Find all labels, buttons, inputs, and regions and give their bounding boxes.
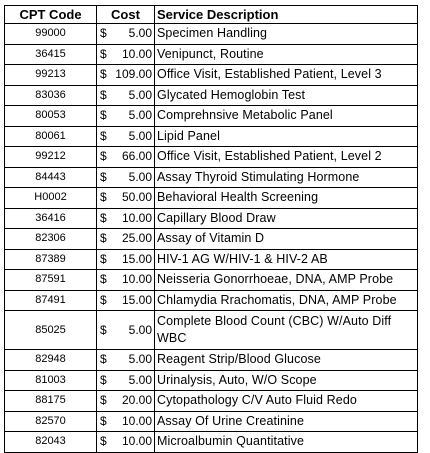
cpt-code-cell: 82948 xyxy=(5,350,97,371)
cost-amount: 5.00 xyxy=(128,128,152,143)
currency-symbol: $ xyxy=(100,272,107,287)
currency-symbol: $ xyxy=(100,108,107,123)
currency-symbol: $ xyxy=(100,128,107,143)
cpt-code-cell: 36415 xyxy=(5,44,97,65)
cost-cell xyxy=(97,350,155,371)
cpt-code-cell: 82306 xyxy=(5,229,97,250)
cpt-code-cell: 80053 xyxy=(5,106,97,127)
cpt-code-cell: 82043 xyxy=(5,432,97,453)
cpt-code-cell: 99213 xyxy=(5,65,97,86)
cpt-cost-table xyxy=(4,5,418,453)
service-description-cell: Assay of Vitamin D xyxy=(155,229,418,250)
cpt-code-cell: 84443 xyxy=(5,167,97,188)
table-row xyxy=(5,106,418,127)
currency-symbol: $ xyxy=(100,352,107,367)
table-row xyxy=(5,350,418,371)
service-description-cell: Neisseria Gonorrhoeae, DNA, AMP Probe xyxy=(155,270,418,291)
table-row xyxy=(5,85,418,106)
cost-cell xyxy=(97,65,155,86)
cost-cell xyxy=(97,249,155,270)
service-description-cell: Glycated Hemoglobin Test xyxy=(155,85,418,106)
table-row xyxy=(5,208,418,229)
table-row xyxy=(5,391,418,412)
cost-cell xyxy=(97,147,155,168)
table-row xyxy=(5,126,418,147)
cost-amount: 109.00 xyxy=(115,67,152,82)
cost-amount: 10.00 xyxy=(121,434,152,449)
service-description-cell: Venipunct, Routine xyxy=(155,44,418,65)
cost-cell xyxy=(97,290,155,311)
currency-symbol: $ xyxy=(100,149,107,164)
table-row xyxy=(5,188,418,209)
service-description-cell: Assay Thyroid Stimulating Hormone xyxy=(155,167,418,188)
cost-amount: 5.00 xyxy=(128,372,152,387)
currency-symbol: $ xyxy=(100,231,107,246)
cost-cell xyxy=(97,370,155,391)
table-row xyxy=(5,432,418,453)
cpt-code-cell: 80061 xyxy=(5,126,97,147)
cost-amount: 15.00 xyxy=(121,251,152,266)
currency-symbol: $ xyxy=(100,413,107,428)
cpt-code-cell: 87591 xyxy=(5,270,97,291)
currency-symbol: $ xyxy=(100,251,107,266)
service-description-cell: Comprehnsive Metabolic Panel xyxy=(155,106,418,127)
cpt-code-cell: 36416 xyxy=(5,208,97,229)
cpt-code-cell: 99212 xyxy=(5,147,97,168)
table-row xyxy=(5,290,418,311)
service-description-cell: Complete Blood Count (CBC) W/Auto Diff WBC xyxy=(155,311,418,350)
service-description-cell: Assay Of Urine Creatinine xyxy=(155,411,418,432)
table-row xyxy=(5,229,418,250)
cost-amount: 10.00 xyxy=(121,46,152,61)
cost-amount: 10.00 xyxy=(121,210,152,225)
cost-cell xyxy=(97,411,155,432)
service-description-cell: Behavioral Health Screening xyxy=(155,188,418,209)
cpt-code-cell: 81003 xyxy=(5,370,97,391)
header-cost: Cost xyxy=(97,6,155,24)
table-row xyxy=(5,65,418,86)
table-row xyxy=(5,270,418,291)
service-description-cell: Cytopathology C/V Auto Fluid Redo xyxy=(155,391,418,412)
cost-amount: 5.00 xyxy=(128,87,152,102)
cost-amount: 10.00 xyxy=(121,272,152,287)
service-description-cell: Microalbumin Quantitative xyxy=(155,432,418,453)
currency-symbol: $ xyxy=(100,169,107,184)
cost-amount: 15.00 xyxy=(121,292,152,307)
cpt-code-cell: 85025 xyxy=(5,311,97,350)
service-description-cell: Reagent Strip/Blood Glucose xyxy=(155,350,418,371)
cpt-code-cell: 99000 xyxy=(5,24,97,45)
cpt-code-cell: 87491 xyxy=(5,290,97,311)
header-cpt-code: CPT Code xyxy=(5,6,97,24)
cost-cell xyxy=(97,85,155,106)
currency-symbol: $ xyxy=(100,190,107,205)
cost-cell xyxy=(97,229,155,250)
service-description-cell: Specimen Handling xyxy=(155,24,418,45)
table-row xyxy=(5,24,418,45)
cost-cell xyxy=(97,270,155,291)
cost-amount: 66.00 xyxy=(121,149,152,164)
cost-cell xyxy=(97,311,155,350)
currency-symbol: $ xyxy=(100,292,107,307)
cpt-code-cell: 88175 xyxy=(5,391,97,412)
currency-symbol: $ xyxy=(100,26,107,41)
cost-cell xyxy=(97,24,155,45)
cost-amount: 5.00 xyxy=(128,169,152,184)
service-description-cell: Capillary Blood Draw xyxy=(155,208,418,229)
cost-amount: 5.00 xyxy=(128,352,152,367)
cost-amount: 50.00 xyxy=(121,190,152,205)
currency-symbol: $ xyxy=(100,322,107,337)
cpt-code-cell: 87389 xyxy=(5,249,97,270)
cost-amount: 10.00 xyxy=(121,413,152,428)
header-service-description: Service Description xyxy=(155,6,418,24)
table-row xyxy=(5,249,418,270)
table-row xyxy=(5,44,418,65)
cost-cell xyxy=(97,432,155,453)
service-description-cell: Urinalysis, Auto, W/O Scope xyxy=(155,370,418,391)
cost-cell xyxy=(97,208,155,229)
currency-symbol: $ xyxy=(100,393,107,408)
service-description-cell: Lipid Panel xyxy=(155,126,418,147)
cost-cell xyxy=(97,106,155,127)
service-description-cell: Chlamydia Rrachomatis, DNA, AMP Probe xyxy=(155,290,418,311)
cost-cell xyxy=(97,391,155,412)
currency-symbol: $ xyxy=(100,434,107,449)
table-row xyxy=(5,147,418,168)
currency-symbol: $ xyxy=(100,46,107,61)
cpt-code-cell: 82570 xyxy=(5,411,97,432)
cost-amount: 5.00 xyxy=(128,108,152,123)
currency-symbol: $ xyxy=(100,210,107,225)
cost-amount: 5.00 xyxy=(128,322,152,337)
table-row xyxy=(5,411,418,432)
table-header-row xyxy=(5,6,418,24)
currency-symbol: $ xyxy=(100,87,107,102)
cost-amount: 5.00 xyxy=(128,26,152,41)
service-description-cell: HIV-1 AG W/HIV-1 & HIV-2 AB xyxy=(155,249,418,270)
cost-cell xyxy=(97,126,155,147)
cost-amount: 20.00 xyxy=(121,393,152,408)
table-row xyxy=(5,311,418,350)
cost-cell xyxy=(97,44,155,65)
cost-amount: 25.00 xyxy=(121,231,152,246)
currency-symbol: $ xyxy=(100,372,107,387)
currency-symbol: $ xyxy=(100,67,107,82)
service-description-cell: Office Visit, Established Patient, Level 2 xyxy=(155,147,418,168)
cost-cell xyxy=(97,167,155,188)
cpt-code-cell: 83036 xyxy=(5,85,97,106)
cost-cell xyxy=(97,188,155,209)
cpt-code-cell: H0002 xyxy=(5,188,97,209)
table-row xyxy=(5,167,418,188)
table-row xyxy=(5,370,418,391)
service-description-cell: Office Visit, Established Patient, Level 3 xyxy=(155,65,418,86)
